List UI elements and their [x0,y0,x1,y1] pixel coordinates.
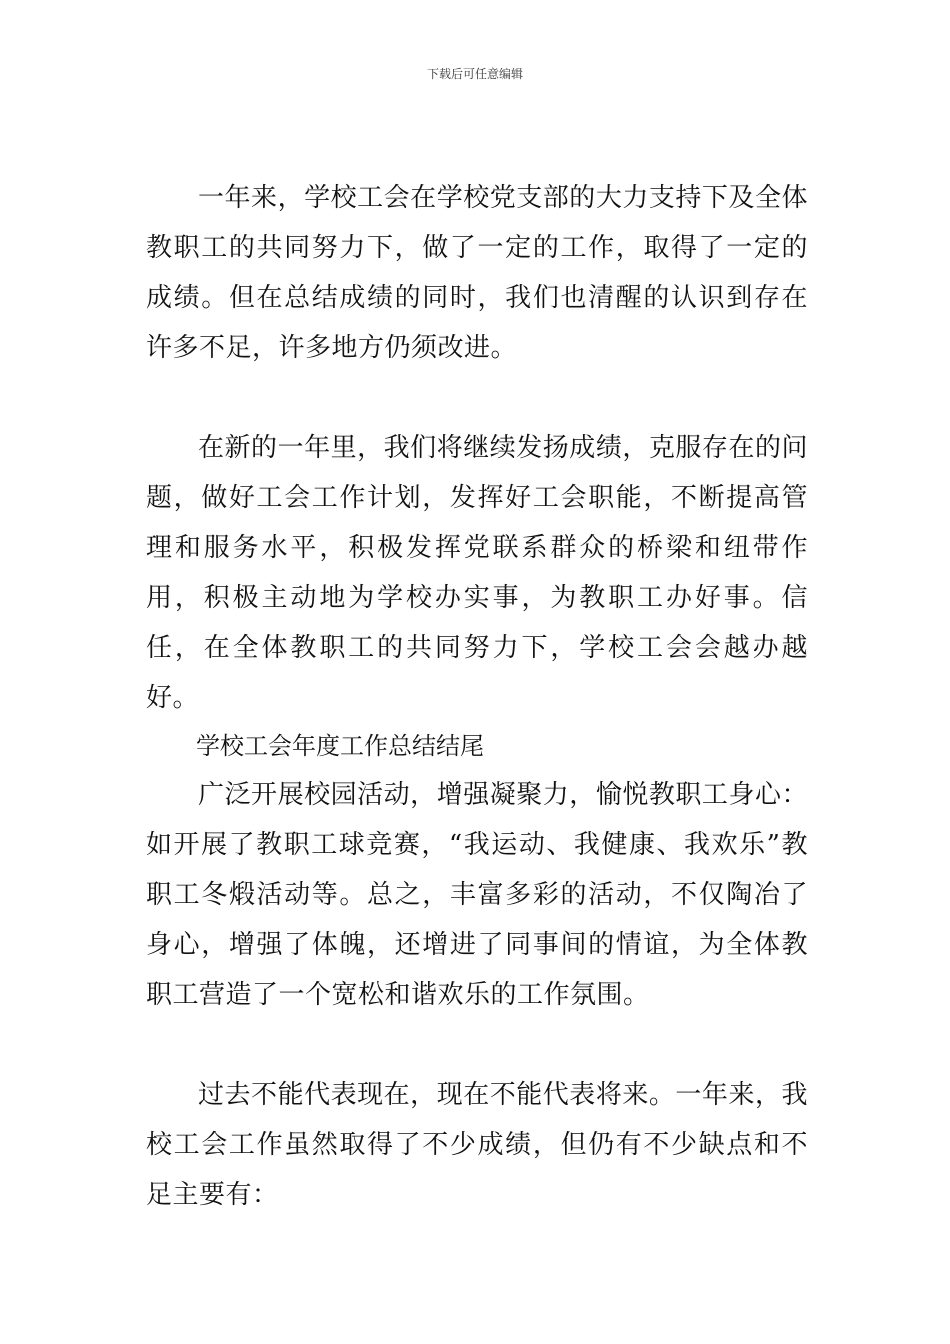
paragraph-1: 一年来，学校工会在学校党支部的大力支持下及全体教职工的共同努力下，做了一定的工作，取得了一定的成绩。但在总结成绩的同时，我们也清醒的认识到存在许多不足，许多地方仍须改进。 [146,183,808,363]
paragraph-2: 在新的一年里，我们将继续发扬成绩，克服存在的问题，做好工会工作计划，发挥好工会职能，不断提高管理和服务水平，积极发挥党联系群众的桥梁和纽带作用，积极主动地为学校办实事，为教职工办好事。信任，在全体教职工的共同努力下，学校工会会越办越好。 [146,433,808,713]
paragraph-4: 过去不能代表现在，现在不能代表将来。一年来，我校工会工作虽然取得了不少成绩，但仍有不少缺点和不足主要有： [146,1080,808,1210]
section-heading: 学校工会年度工作总结结尾 [196,732,484,760]
page-header: 下载后可任意编辑 [426,67,523,81]
paragraph-3: 广泛开展校园活动，增强凝聚力，愉悦教职工身心：如开展了教职工球竞赛，“我运动、我健康、我欢乐”教职工冬煅活动等。总之，丰富多彩的活动，不仅陶冶了身心，增强了体魄，还增进了同事间的情谊，为全体教职工营造了一个宽松和谐欢乐的工作氛围。 [146,780,808,1010]
